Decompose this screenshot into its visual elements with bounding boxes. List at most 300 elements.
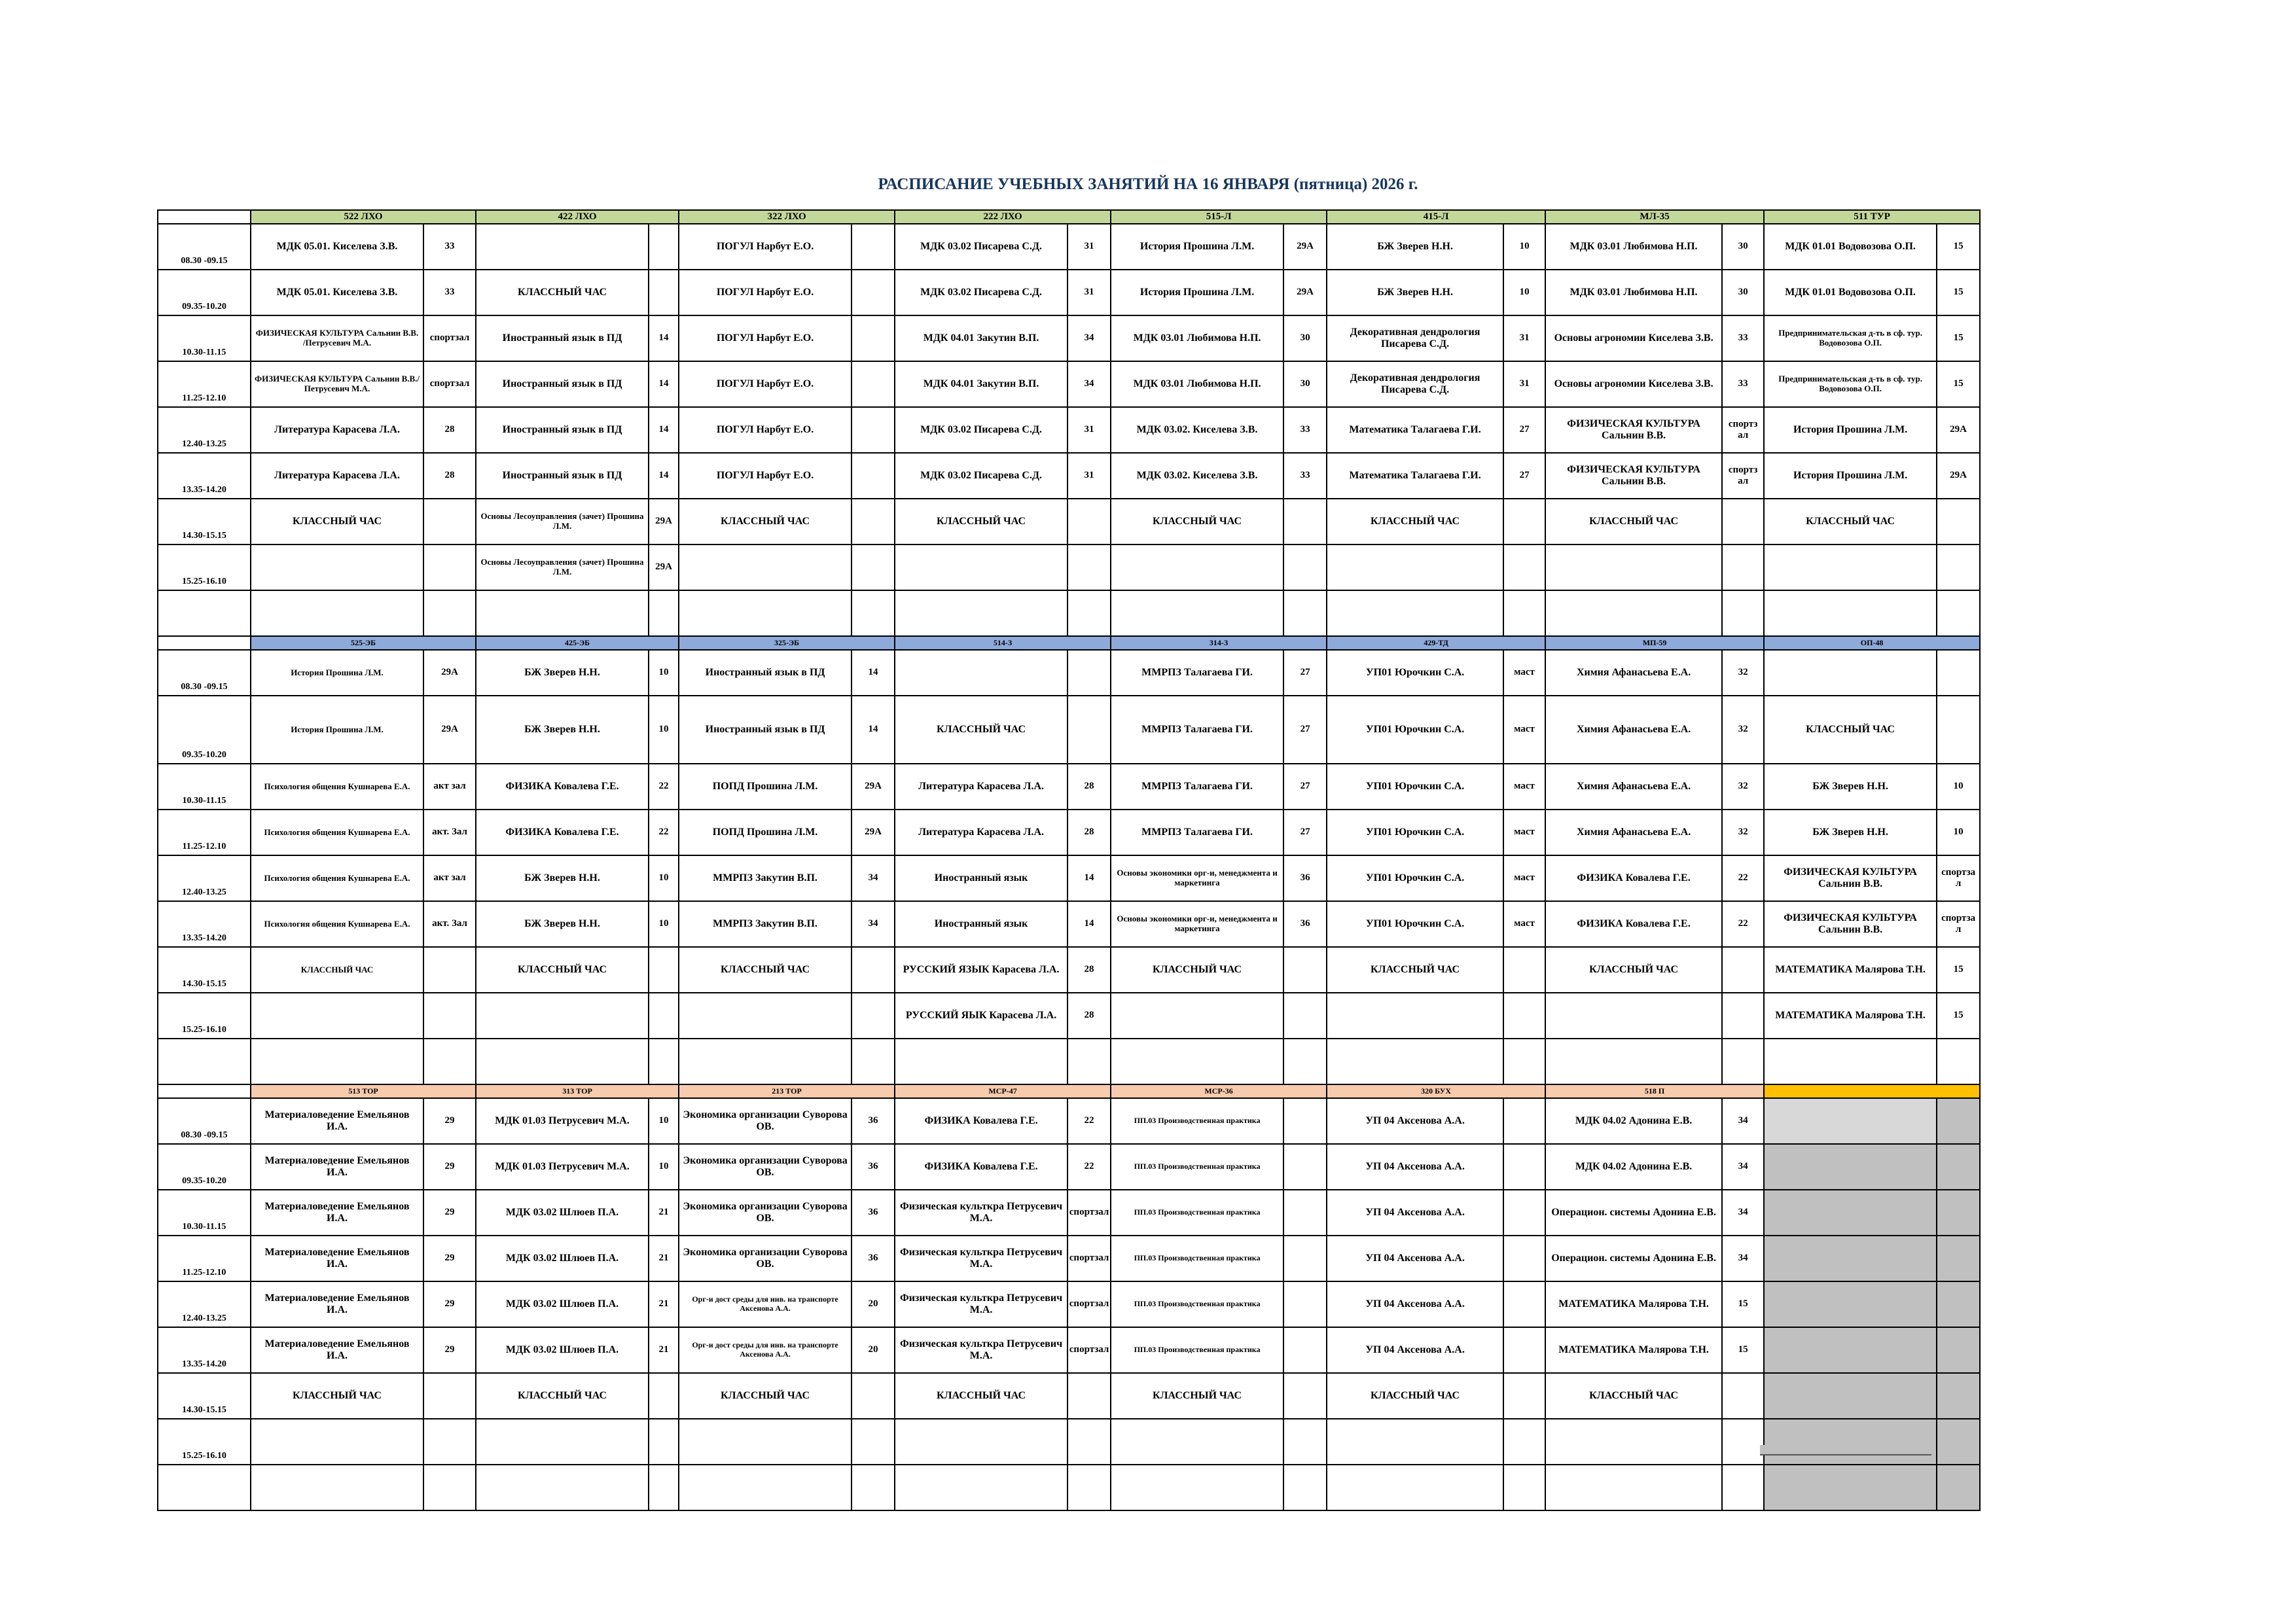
room-cell [1937, 1236, 1980, 1281]
lesson-cell: Литература Карасева Л.А. [251, 453, 423, 499]
lesson-cell: БЖ Зверев Н.Н. [476, 696, 649, 764]
group-header: 325-ЭБ [679, 636, 895, 650]
group-header: 522 ЛХО [251, 210, 476, 224]
group-header: 322 ЛХО [679, 210, 895, 224]
lesson-cell: Иностранный язык в ПД [476, 315, 649, 361]
room-cell [649, 1373, 679, 1419]
room-cell [1722, 1373, 1764, 1419]
room-cell [852, 947, 895, 993]
room-cell: 34 [1067, 361, 1111, 407]
room-cell [1503, 499, 1545, 544]
room-cell: 27 [1283, 650, 1327, 696]
lesson-cell [1111, 1039, 1283, 1084]
room-cell: 30 [1722, 270, 1764, 315]
lesson-cell [1327, 993, 1503, 1039]
lesson-cell: УП 04 Аксенова А.А. [1327, 1098, 1503, 1144]
lesson-cell: МДК 03.02. Киселева З.В. [1111, 453, 1283, 499]
lesson-cell [1764, 1281, 1937, 1327]
room-cell [852, 453, 895, 499]
room-cell: 33 [1722, 315, 1764, 361]
lesson-cell: ПП.03 Производственная практика [1111, 1190, 1283, 1236]
room-cell [1503, 1236, 1545, 1281]
lesson-cell: КЛАССНЫЙ ЧАС [251, 947, 423, 993]
header-corner [158, 1084, 251, 1098]
lesson-cell: УП 04 Аксенова А.А. [1327, 1327, 1503, 1373]
time-slot-row [158, 1327, 1980, 1373]
room-cell: 20 [852, 1281, 895, 1327]
time-slot-row [158, 453, 1980, 499]
room-cell [1503, 1144, 1545, 1190]
lesson-cell: КЛАССНЫЙ ЧАС [1111, 499, 1283, 544]
lesson-cell [1764, 1327, 1937, 1373]
lesson-cell: УП01 Юрочкин С.А. [1327, 764, 1503, 810]
room-cell: 29А [1283, 224, 1327, 270]
time-slot: 11.25-12.10 [158, 810, 251, 855]
lesson-cell: Физическая культкра Петрусевич М.А. [895, 1327, 1067, 1373]
room-cell [1283, 1281, 1327, 1327]
lesson-cell: Физическая культкра Петрусевич М.А. [895, 1190, 1067, 1236]
lesson-cell: Декоративная дендрология Писарева С.Д. [1327, 361, 1503, 407]
room-cell [1937, 499, 1980, 544]
lesson-cell: ФИЗИКА Ковалева Г.Е. [895, 1144, 1067, 1190]
lesson-cell: Химия Афанасьева Е.А. [1545, 650, 1722, 696]
room-cell [1937, 544, 1980, 590]
room-cell [1503, 1327, 1545, 1373]
room-cell: 36 [852, 1236, 895, 1281]
lesson-cell: ММРПЗ Талагаева ГИ. [1111, 764, 1283, 810]
room-cell: 28 [1067, 810, 1111, 855]
time-slot-row [158, 361, 1980, 407]
room-cell: 21 [649, 1236, 679, 1281]
lesson-cell: МДК 03.02. Киселева З.В. [1111, 407, 1283, 453]
lesson-cell [679, 590, 852, 636]
lesson-cell: БЖ Зверев Н.Н. [476, 855, 649, 901]
lesson-cell: Орг-и дост среды для инв. на транспорте Аксенова А.А. [679, 1281, 852, 1327]
lesson-cell: Декоративная дендрология Писарева С.Д. [1327, 315, 1503, 361]
room-cell: акт. Зал [423, 810, 476, 855]
room-cell [1937, 1419, 1980, 1465]
lesson-cell [1764, 1465, 1937, 1510]
lesson-cell: КЛАССНЫЙ ЧАС [1545, 499, 1722, 544]
lesson-cell: Предпринимательская д-ть в сф. тур. Водовозова О.П. [1764, 315, 1937, 361]
room-cell: спортз ал [1722, 453, 1764, 499]
room-cell [852, 361, 895, 407]
room-cell: 29А [1283, 270, 1327, 315]
lesson-cell: КЛАССНЫЙ ЧАС [679, 1373, 852, 1419]
lesson-cell: ФИЗИЧЕСКАЯ КУЛЬТУРА Сальнин В.В. [1545, 407, 1722, 453]
room-cell: 32 [1722, 810, 1764, 855]
room-cell [1503, 1281, 1545, 1327]
room-cell: 29 [423, 1236, 476, 1281]
room-cell: 36 [852, 1190, 895, 1236]
room-cell: маст [1503, 810, 1545, 855]
room-cell: 15 [1937, 224, 1980, 270]
group-header-row [158, 1084, 1980, 1098]
lesson-cell [251, 1465, 423, 1510]
room-cell: 29 [423, 1190, 476, 1236]
lesson-cell [895, 1039, 1067, 1084]
room-cell [423, 947, 476, 993]
room-cell [852, 1465, 895, 1510]
lesson-cell: Иностранный язык [895, 901, 1067, 947]
room-cell [1067, 1373, 1111, 1419]
grey-overflow-bar [1760, 1445, 1931, 1455]
time-slot-row [158, 315, 1980, 361]
room-cell: 34 [852, 901, 895, 947]
lesson-cell: ПОГУЛ Нарбут Е.О. [679, 361, 852, 407]
room-cell: 32 [1722, 764, 1764, 810]
lesson-cell: Операцион. системы Адонина Е.В. [1545, 1190, 1722, 1236]
room-cell [423, 1373, 476, 1419]
lesson-cell: ФИЗИЧЕСКАЯ КУЛЬТУРА Сальнин В.В. /Петрусевич М.А. [251, 315, 423, 361]
room-cell: 15 [1937, 270, 1980, 315]
room-cell: 36 [1283, 855, 1327, 901]
group-header: МСР-47 [895, 1084, 1111, 1098]
lesson-cell: МАТЕМАТИКА Малярова Т.Н. [1764, 947, 1937, 993]
lesson-cell [1327, 1465, 1503, 1510]
lesson-cell: МДК 03.01 Любимова Н.П. [1545, 224, 1722, 270]
room-cell: 14 [1067, 901, 1111, 947]
room-cell: 27 [1283, 696, 1327, 764]
lesson-cell: ПОПД Прошина Л.М. [679, 810, 852, 855]
lesson-cell [1545, 590, 1722, 636]
room-cell: 29 [423, 1327, 476, 1373]
lesson-cell: КЛАССНЫЙ ЧАС [895, 1373, 1067, 1419]
lesson-cell: ММРПЗ Закутин В.П. [679, 855, 852, 901]
lesson-cell [1764, 1098, 1937, 1144]
room-cell: 30 [1283, 315, 1327, 361]
lesson-cell: ПОГУЛ Нарбут Е.О. [679, 315, 852, 361]
lesson-cell: Математика Талагаева Г.И. [1327, 453, 1503, 499]
time-slot-row [158, 499, 1980, 544]
room-cell [649, 1465, 679, 1510]
room-cell: 22 [649, 764, 679, 810]
room-cell: 29А [852, 810, 895, 855]
room-cell [852, 499, 895, 544]
lesson-cell: БЖ Зверев Н.Н. [1327, 270, 1503, 315]
lesson-cell: УП01 Юрочкин С.А. [1327, 810, 1503, 855]
lesson-cell: ФИЗИЧЕСКАЯ КУЛЬТУРА Сальнин В.В. [1545, 453, 1722, 499]
time-slot-row [158, 650, 1980, 696]
room-cell [1937, 1098, 1980, 1144]
room-cell: 10 [649, 1144, 679, 1190]
lesson-cell: Иностранный язык в ПД [476, 453, 649, 499]
lesson-cell: ФИЗИКА Ковалева Г.Е. [1545, 855, 1722, 901]
room-cell [423, 1419, 476, 1465]
time-slot-row [158, 855, 1980, 901]
lesson-cell [1111, 993, 1283, 1039]
time-slot: 09.35-10.20 [158, 1144, 251, 1190]
time-slot: 14.30-15.15 [158, 947, 251, 993]
room-cell: 10 [1937, 764, 1980, 810]
lesson-cell: Иностранный язык в ПД [679, 696, 852, 764]
lesson-cell [251, 1419, 423, 1465]
room-cell [852, 1373, 895, 1419]
lesson-cell [1327, 1039, 1503, 1084]
room-cell: 28 [1067, 947, 1111, 993]
time-slot: 12.40-13.25 [158, 855, 251, 901]
room-cell [1937, 590, 1980, 636]
lesson-cell: ФИЗИЧЕСКАЯ КУЛЬТУРА Сальнин В.В. [1764, 901, 1937, 947]
lesson-cell: КЛАССНЫЙ ЧАС [476, 1373, 649, 1419]
room-cell: 31 [1067, 453, 1111, 499]
room-cell: спортз ал [1722, 407, 1764, 453]
lesson-cell: КЛАССНЫЙ ЧАС [1764, 696, 1937, 764]
room-cell: 34 [1722, 1190, 1764, 1236]
room-cell [1067, 499, 1111, 544]
time-slot-row [158, 1190, 1980, 1236]
lesson-cell [1327, 590, 1503, 636]
room-cell [1067, 1419, 1111, 1465]
lesson-cell: БЖ Зверев Н.Н. [1764, 810, 1937, 855]
lesson-cell [1545, 1039, 1722, 1084]
lesson-cell: ПП.03 Производственная практика [1111, 1281, 1283, 1327]
schedule-table [157, 209, 1981, 1511]
time-slot: 12.40-13.25 [158, 1281, 251, 1327]
lesson-cell: РУССКИЙ ЯЫК Карасева Л.А. [895, 993, 1067, 1039]
lesson-cell [476, 1419, 649, 1465]
room-cell [1722, 544, 1764, 590]
lesson-cell [251, 1039, 423, 1084]
time-slot [158, 1039, 251, 1084]
lesson-cell: БЖ Зверев Н.Н. [476, 650, 649, 696]
room-cell: 31 [1503, 361, 1545, 407]
time-slot: 10.30-11.15 [158, 1190, 251, 1236]
room-cell [852, 544, 895, 590]
lesson-cell [895, 590, 1067, 636]
room-cell [649, 224, 679, 270]
lesson-cell: ПП.03 Производственная практика [1111, 1098, 1283, 1144]
time-slot-row [158, 764, 1980, 810]
room-cell: 14 [649, 453, 679, 499]
lesson-cell [1111, 1419, 1283, 1465]
lesson-cell: Операцион. системы Адонина Е.В. [1545, 1236, 1722, 1281]
room-cell: 22 [1722, 901, 1764, 947]
room-cell: спортзал [1067, 1281, 1111, 1327]
time-slot [158, 590, 251, 636]
lesson-cell: КЛАССНЫЙ ЧАС [1111, 1373, 1283, 1419]
room-cell: 29А [852, 764, 895, 810]
lesson-cell: МДК 03.02 Писарева С.Д. [895, 453, 1067, 499]
lesson-cell [1764, 544, 1937, 590]
lesson-cell [895, 1419, 1067, 1465]
room-cell: спортзал [1067, 1190, 1111, 1236]
room-cell [1283, 1236, 1327, 1281]
time-slot-row [158, 1039, 1980, 1084]
time-slot-row [158, 1144, 1980, 1190]
room-cell: 27 [1503, 407, 1545, 453]
group-header: 518 П [1545, 1084, 1764, 1098]
time-slot [158, 1465, 251, 1510]
room-cell: 10 [649, 1098, 679, 1144]
group-header-row [158, 636, 1980, 650]
lesson-cell: МАТЕМАТИКА Малярова Т.Н. [1545, 1327, 1722, 1373]
room-cell: 22 [649, 810, 679, 855]
room-cell [1937, 1144, 1980, 1190]
lesson-cell: КЛАССНЫЙ ЧАС [1327, 947, 1503, 993]
lesson-cell: ПОГУЛ Нарбут Е.О. [679, 453, 852, 499]
group-header: МЛ-35 [1545, 210, 1764, 224]
time-slot: 15.25-16.10 [158, 993, 251, 1039]
lesson-cell: ПОГУЛ Нарбут Е.О. [679, 270, 852, 315]
room-cell: 22 [1067, 1098, 1111, 1144]
room-cell: 10 [649, 696, 679, 764]
group-header [1764, 1084, 1980, 1098]
lesson-cell: Психология общения Кушнарева Е.А. [251, 901, 423, 947]
group-header: 313 ТОР [476, 1084, 679, 1098]
lesson-cell: ФИЗИКА Ковалева Г.Е. [476, 810, 649, 855]
lesson-cell: ПОПД Прошина Л.М. [679, 764, 852, 810]
room-cell: 21 [649, 1327, 679, 1373]
room-cell: 36 [852, 1144, 895, 1190]
lesson-cell [895, 1465, 1067, 1510]
lesson-cell: Психология общения Кушнарева Е.А. [251, 810, 423, 855]
room-cell [1503, 544, 1545, 590]
room-cell: 29 [423, 1144, 476, 1190]
lesson-cell: Основы агрономии Киселева З.В. [1545, 361, 1722, 407]
room-cell [1937, 1465, 1980, 1510]
time-slot-row [158, 901, 1980, 947]
room-cell [1937, 1373, 1980, 1419]
lesson-cell: МДК 03.02 Шлюев П.А. [476, 1190, 649, 1236]
lesson-cell [1545, 1419, 1722, 1465]
time-slot-row [158, 947, 1980, 993]
time-slot: 13.35-14.20 [158, 453, 251, 499]
lesson-cell [679, 544, 852, 590]
room-cell: спортзал [423, 361, 476, 407]
lesson-cell: ПОГУЛ Нарбут Е.О. [679, 407, 852, 453]
room-cell: 15 [1722, 1281, 1764, 1327]
room-cell [1067, 590, 1111, 636]
lesson-cell: КЛАССНЫЙ ЧАС [476, 270, 649, 315]
lesson-cell: УП 04 Аксенова А.А. [1327, 1190, 1503, 1236]
lesson-cell: Литература Карасева Л.А. [251, 407, 423, 453]
group-header: 314-З [1111, 636, 1327, 650]
room-cell [1937, 1327, 1980, 1373]
time-slot-row [158, 224, 1980, 270]
room-cell: 15 [1937, 993, 1980, 1039]
room-cell: маст [1503, 855, 1545, 901]
room-cell [852, 1039, 895, 1084]
room-cell [1937, 650, 1980, 696]
lesson-cell: МДК 03.02 Писарева С.Д. [895, 407, 1067, 453]
room-cell: 33 [423, 270, 476, 315]
lesson-cell: Химия Афанасьева Е.А. [1545, 810, 1722, 855]
group-header: ОП-48 [1764, 636, 1980, 650]
room-cell: 10 [649, 855, 679, 901]
room-cell [423, 590, 476, 636]
time-slot: 14.30-15.15 [158, 1373, 251, 1419]
lesson-cell [251, 544, 423, 590]
room-cell: 10 [1503, 224, 1545, 270]
group-header: 525-ЭБ [251, 636, 476, 650]
lesson-cell [1545, 1465, 1722, 1510]
lesson-cell: ПП.03 Производственная практика [1111, 1327, 1283, 1373]
lesson-cell [679, 1419, 852, 1465]
time-slot-row [158, 1236, 1980, 1281]
room-cell: 14 [649, 407, 679, 453]
time-slot-row [158, 544, 1980, 590]
lesson-cell: Физическая культкра Петрусевич М.А. [895, 1236, 1067, 1281]
room-cell [1937, 1039, 1980, 1084]
time-slot-row [158, 1465, 1980, 1510]
room-cell: 29А [1937, 407, 1980, 453]
room-cell: 34 [1722, 1236, 1764, 1281]
room-cell: 21 [649, 1190, 679, 1236]
group-header: 515-Л [1111, 210, 1327, 224]
room-cell [1722, 1039, 1764, 1084]
room-cell [649, 1419, 679, 1465]
lesson-cell: Математика Талагаева Г.И. [1327, 407, 1503, 453]
room-cell: спортза л [1937, 855, 1980, 901]
lesson-cell: Литература Карасева Л.А. [895, 810, 1067, 855]
lesson-cell: История Прошина Л.М. [251, 696, 423, 764]
time-slot: 13.35-14.20 [158, 1327, 251, 1373]
room-cell: 29А [423, 650, 476, 696]
room-cell [852, 407, 895, 453]
lesson-cell: МДК 04.02 Адонина Е.В. [1545, 1144, 1722, 1190]
room-cell: 31 [1067, 224, 1111, 270]
lesson-cell: Физическая культкра Петрусевич М.А. [895, 1281, 1067, 1327]
lesson-cell [895, 544, 1067, 590]
lesson-cell: МДК 03.02 Шлюев П.А. [476, 1327, 649, 1373]
lesson-cell: Химия Афанасьева Е.А. [1545, 764, 1722, 810]
lesson-cell [476, 590, 649, 636]
lesson-cell: Основы экономики орг-и, менеджмента и маркетинга [1111, 901, 1283, 947]
room-cell: акт зал [423, 764, 476, 810]
room-cell [1503, 1373, 1545, 1419]
room-cell [1503, 590, 1545, 636]
lesson-cell: КЛАССНЫЙ ЧАС [1327, 1373, 1503, 1419]
lesson-cell [1764, 1236, 1937, 1281]
room-cell [423, 1039, 476, 1084]
room-cell: 14 [852, 650, 895, 696]
lesson-cell [251, 993, 423, 1039]
room-cell: 14 [649, 361, 679, 407]
lesson-cell: УП01 Юрочкин С.А. [1327, 650, 1503, 696]
room-cell [1283, 1039, 1327, 1084]
lesson-cell: ММРПЗ Талагаева ГИ. [1111, 650, 1283, 696]
group-header: 429-ТД [1327, 636, 1545, 650]
time-slot: 10.30-11.15 [158, 315, 251, 361]
lesson-cell: БЖ Зверев Н.Н. [1764, 764, 1937, 810]
lesson-cell: Материаловедение Емельянов И.А. [251, 1098, 423, 1144]
lesson-cell: Иностранный язык [895, 855, 1067, 901]
room-cell: 29 [423, 1098, 476, 1144]
room-cell [1283, 1373, 1327, 1419]
lesson-cell [679, 1465, 852, 1510]
room-cell [1722, 993, 1764, 1039]
lesson-cell: Психология общения Кушнарева Е.А. [251, 855, 423, 901]
room-cell [1722, 1465, 1764, 1510]
lesson-cell [1111, 590, 1283, 636]
time-slot: 09.35-10.20 [158, 270, 251, 315]
room-cell: 31 [1067, 270, 1111, 315]
lesson-cell: Основы агрономии Киселева З.В. [1545, 315, 1722, 361]
room-cell: спортзал [1067, 1236, 1111, 1281]
room-cell [423, 1465, 476, 1510]
lesson-cell: ПП.03 Производственная практика [1111, 1144, 1283, 1190]
room-cell [649, 1039, 679, 1084]
time-slot: 08.30 -09.15 [158, 650, 251, 696]
room-cell: спортзал [1067, 1327, 1111, 1373]
lesson-cell: ПП.03 Производственная практика [1111, 1236, 1283, 1281]
room-cell [1503, 1190, 1545, 1236]
room-cell [1067, 696, 1111, 764]
group-header: 425-ЭБ [476, 636, 679, 650]
lesson-cell: МДК 03.01 Любимова Н.П. [1545, 270, 1722, 315]
lesson-cell: ФИЗИКА Ковалева Г.Е. [1545, 901, 1722, 947]
